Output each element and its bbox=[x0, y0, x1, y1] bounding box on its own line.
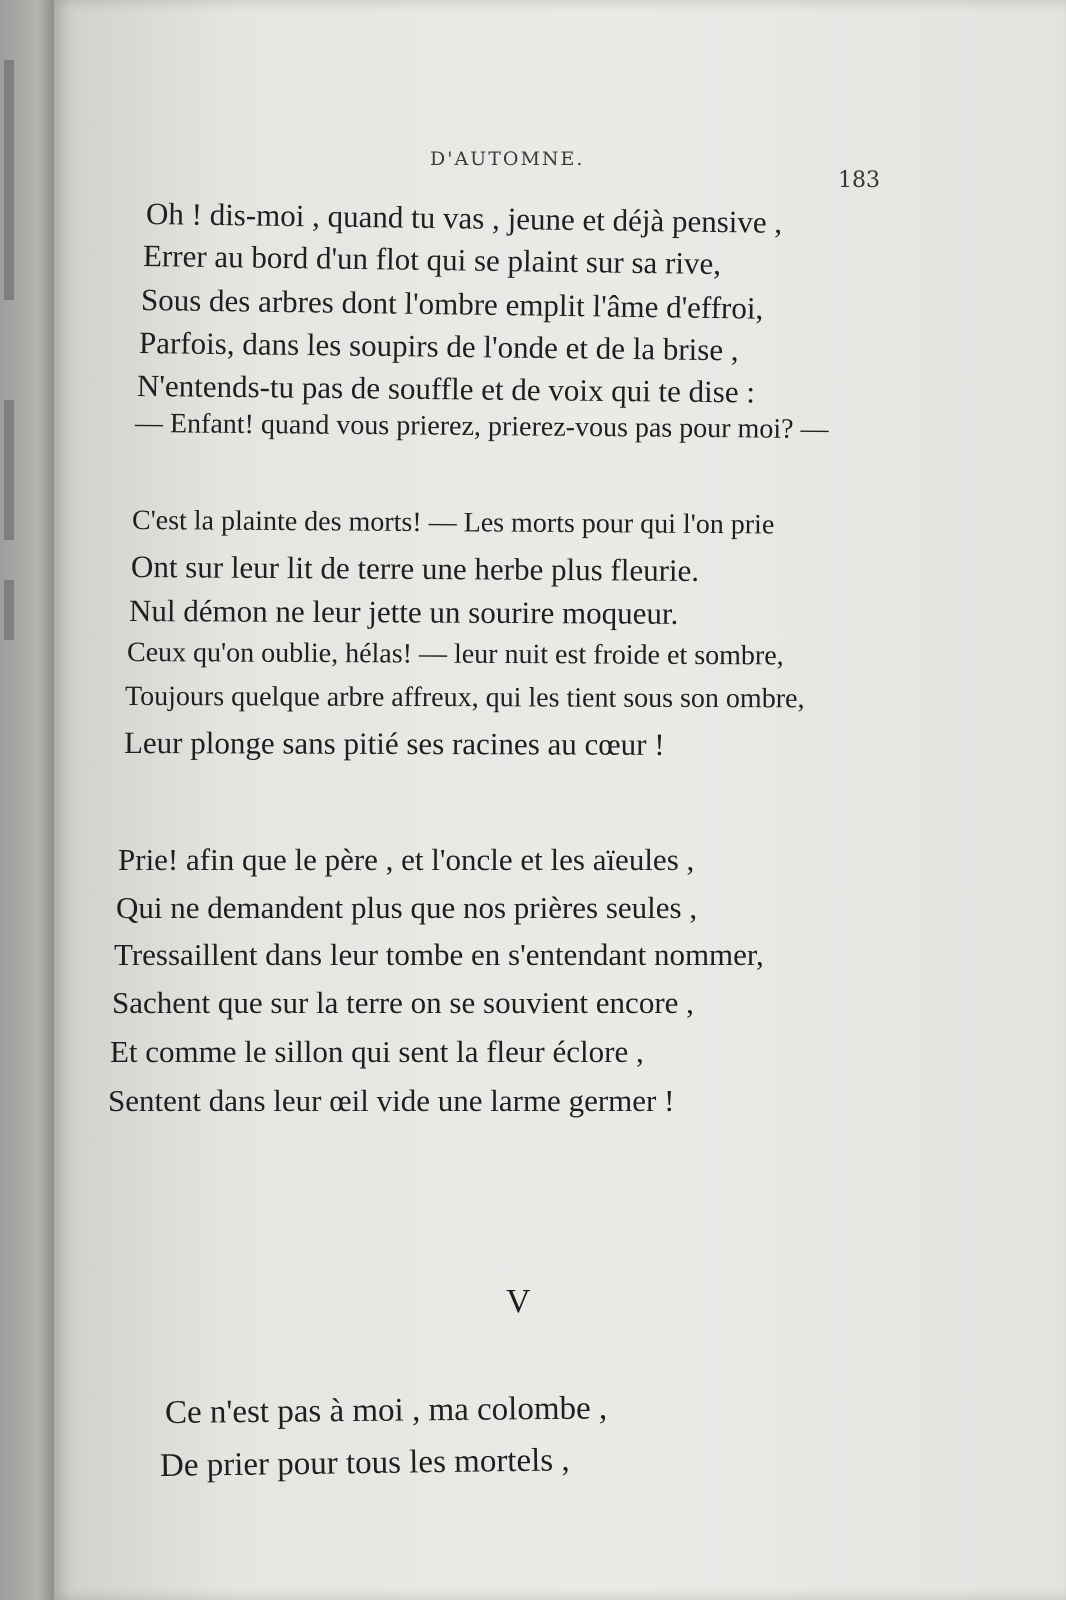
page-number: 183 bbox=[838, 168, 880, 193]
verse-line: Ceux qu'on oublie, hélas! — leur nuit est froide et sombre, bbox=[126, 637, 784, 672]
verse-line: Toujours quelque arbre affreux, qui les tient sous son ombre, bbox=[124, 681, 805, 715]
verse-line: Nul démon ne leur jette un sourire moqueur. bbox=[128, 593, 679, 631]
verse-line: Et comme le sillon qui sent la fleur éclore , bbox=[110, 1034, 644, 1069]
verse-line: N'entends-tu pas de souffle et de voix qui te dise : bbox=[136, 368, 756, 410]
verse-line: Oh ! dis-moi , quand tu vas , jeune et déjà pensive , bbox=[145, 196, 783, 240]
verse-line: Ont sur leur lit de terre une herbe plus fleurie. bbox=[130, 549, 700, 588]
verse-line: C'est la plainte des morts! — Les morts pour qui l'on prie bbox=[131, 505, 775, 541]
section-heading: V bbox=[506, 1283, 531, 1320]
verse-line: Sentent dans leur œil vide une larme germer ! bbox=[108, 1083, 675, 1118]
running-header: D'AUTOMNE. bbox=[430, 148, 585, 170]
verse-line: Ce n'est pas à moi , ma colombe , bbox=[164, 1390, 608, 1431]
verse-line: De prier pour tous les mortels , bbox=[159, 1442, 570, 1484]
verse-line: Tressaillent dans leur tombe en s'entendant nommer, bbox=[114, 937, 764, 972]
verse-line: — Enfant! quand vous prierez, prierez-vous pas pour moi? — bbox=[134, 408, 829, 446]
verse-line: Leur plonge sans pitié ses racines au cœur ! bbox=[123, 725, 665, 762]
verse-line: Errer au bord d'un flot qui se plaint sur sa rive, bbox=[142, 238, 722, 282]
adjacent-page-edge bbox=[0, 0, 54, 1600]
verse-line: Prie! afin que le père , et l'oncle et les aïeules , bbox=[118, 842, 695, 877]
verse-line: Qui ne demandent plus que nos prières seules , bbox=[116, 890, 698, 925]
verse-line: Parfois, dans les soupirs de l'onde et de la brise , bbox=[138, 325, 739, 368]
verse-line: Sous des arbres dont l'ombre emplit l'âme d'effroi, bbox=[140, 282, 764, 326]
verse-line: Sachent que sur la terre on se souvient encore , bbox=[112, 985, 694, 1020]
